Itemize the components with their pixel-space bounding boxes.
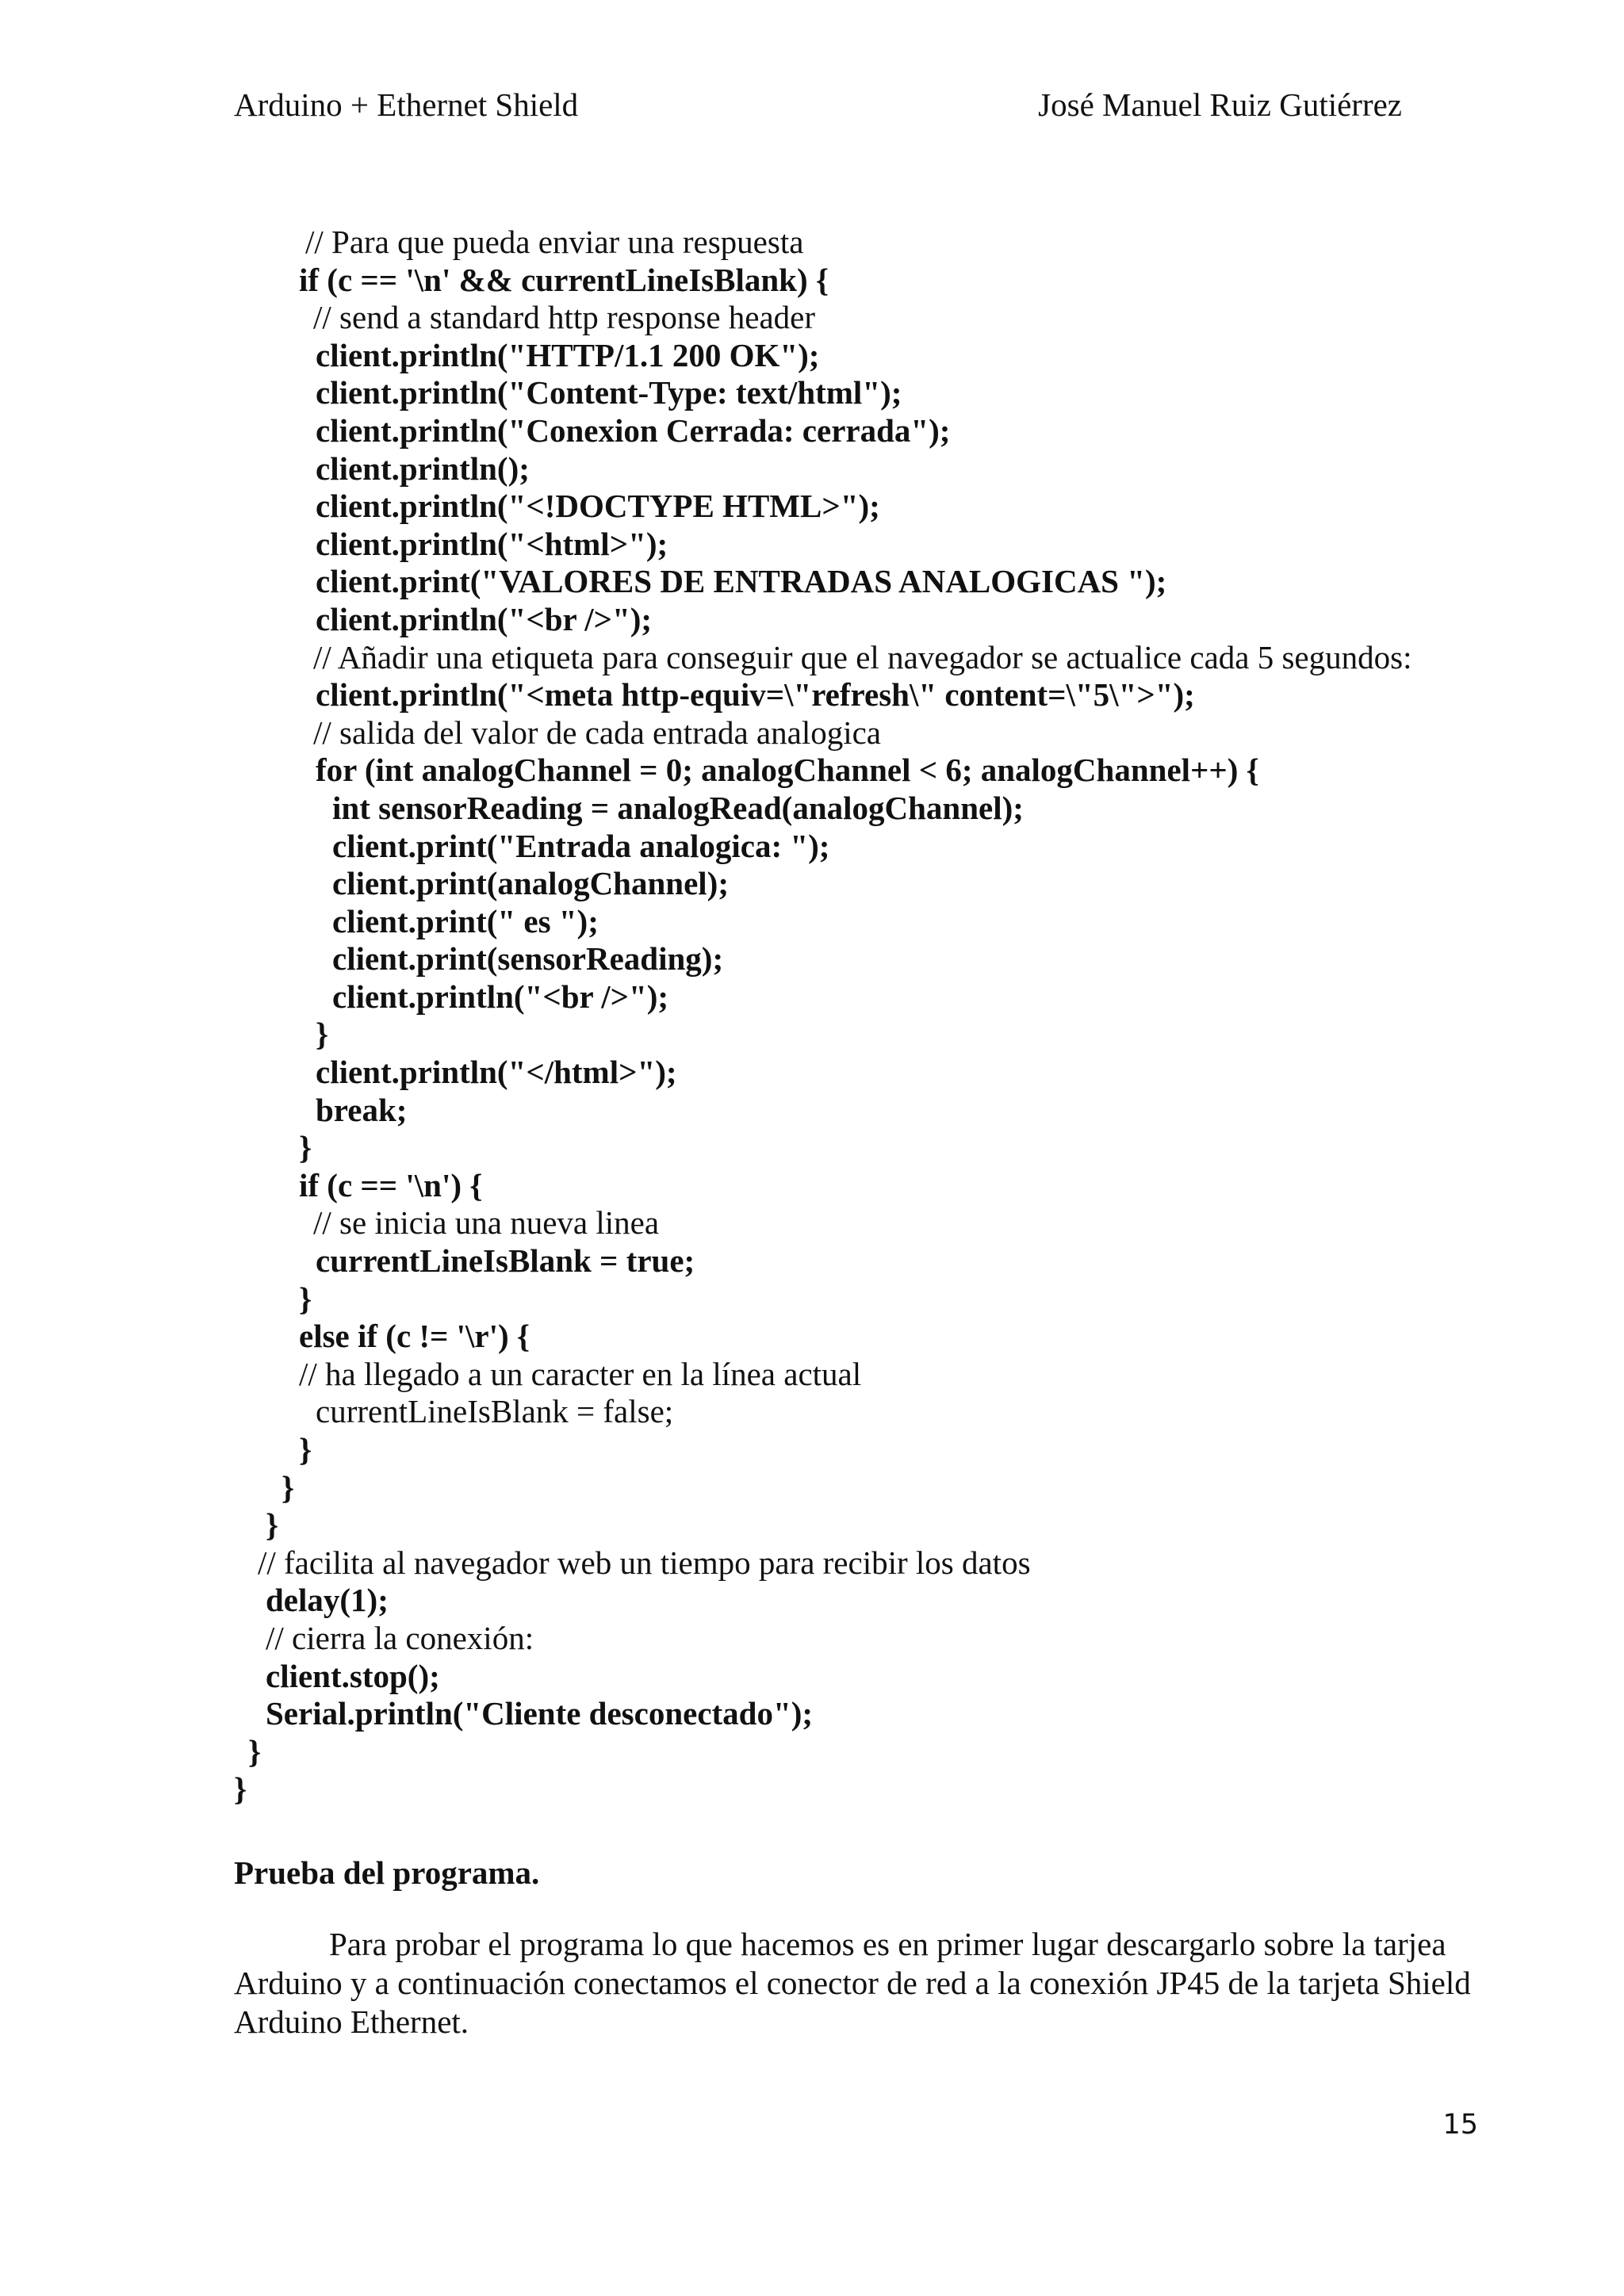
code-line: client.println("<br />"); [316, 600, 653, 637]
code-line: } [299, 1431, 312, 1468]
code-line: } [299, 1280, 312, 1317]
header-author: José Manuel Ruiz Gutiérrez [1038, 86, 1402, 123]
code-line: client.println("<meta http-equiv=\"refresh\" content=\"5\">"); [316, 676, 1195, 714]
page-header [234, 86, 1402, 125]
code-line: Serial.println("Cliente desconectado"); [266, 1695, 814, 1732]
code-line: client.print(" es "); [332, 902, 599, 939]
code-line: client.print("VALORES DE ENTRADAS ANALOGICAS "); [316, 563, 1167, 600]
header-title: Arduino + Ethernet Shield [234, 86, 579, 123]
code-line: client.println(); [316, 450, 530, 487]
code-line: for (int analogChannel = 0; analogChannel < 6; analogChannel++) { [316, 752, 1259, 789]
code-line: client.print("Entrada analogica: "); [332, 827, 830, 864]
page-number: 15 [1442, 2109, 1478, 2141]
code-comment-line: // send a standard http response header [313, 299, 816, 336]
code-line: else if (c != '\r') { [299, 1318, 530, 1355]
code-line: client.println("Conexion Cerrada: cerrada"); [316, 411, 951, 449]
code-line: client.println("<br />"); [332, 978, 669, 1015]
code-line: client.print(analogChannel); [332, 865, 729, 902]
code-line: client.stop(); [266, 1657, 440, 1694]
code-line: client.print(sensorReading); [332, 940, 724, 978]
code-line: delay(1); [266, 1582, 389, 1619]
code-comment-line: // salida del valor de cada entrada analogica [313, 714, 881, 751]
code-comment-line: // facilita al navegador web un tiempo para recibir los datos [258, 1544, 1031, 1581]
code-listing [234, 224, 1529, 1808]
code-line: int sensorReading = analogRead(analogChannel); [332, 789, 1024, 826]
code-line: client.println("</html>"); [316, 1054, 677, 1091]
code-line: if (c == '\n') { [299, 1166, 483, 1203]
code-line: client.println("<html>"); [316, 525, 668, 562]
code-line: } [316, 1016, 329, 1053]
code-line: if (c == '\n' && currentLineIsBlank) { [299, 261, 829, 298]
code-line: currentLineIsBlank = false; [316, 1393, 674, 1430]
code-line: } [234, 1770, 247, 1808]
code-comment-line: // cierra la conexión: [266, 1619, 534, 1656]
code-line: currentLineIsBlank = true; [316, 1242, 695, 1280]
code-comment-line: // ha llegado a un caracter en la línea actual [299, 1355, 862, 1392]
code-comment-line: // Añadir una etiqueta para conseguir que el navegador se actualice cada 5 segundos: [313, 638, 1412, 675]
code-line: } [299, 1129, 312, 1166]
code-line: } [266, 1506, 279, 1544]
code-comment-line: // Para que pueda enviar una respuesta [305, 224, 804, 260]
code-line: client.println("Content-Type: text/html"); [316, 374, 902, 411]
code-line: } [248, 1732, 262, 1770]
code-line: break; [316, 1091, 408, 1128]
body-paragraph: Para probar el programa lo que hacemos es en primer lugar descargarlo sobre la tarjea Arduino y a continuación conectamos el conector de red a la conexión JP45 de la tarjeta Shield Arduino Ethernet. [234, 1926, 1471, 2040]
code-line: } [282, 1468, 295, 1506]
code-comment-line: // se inicia una nueva linea [313, 1204, 660, 1242]
code-line: client.println("HTTP/1.1 200 OK"); [316, 336, 820, 373]
code-line: client.println("<!DOCTYPE HTML>"); [316, 488, 880, 525]
section-heading: Prueba del programa. [234, 1854, 540, 1891]
